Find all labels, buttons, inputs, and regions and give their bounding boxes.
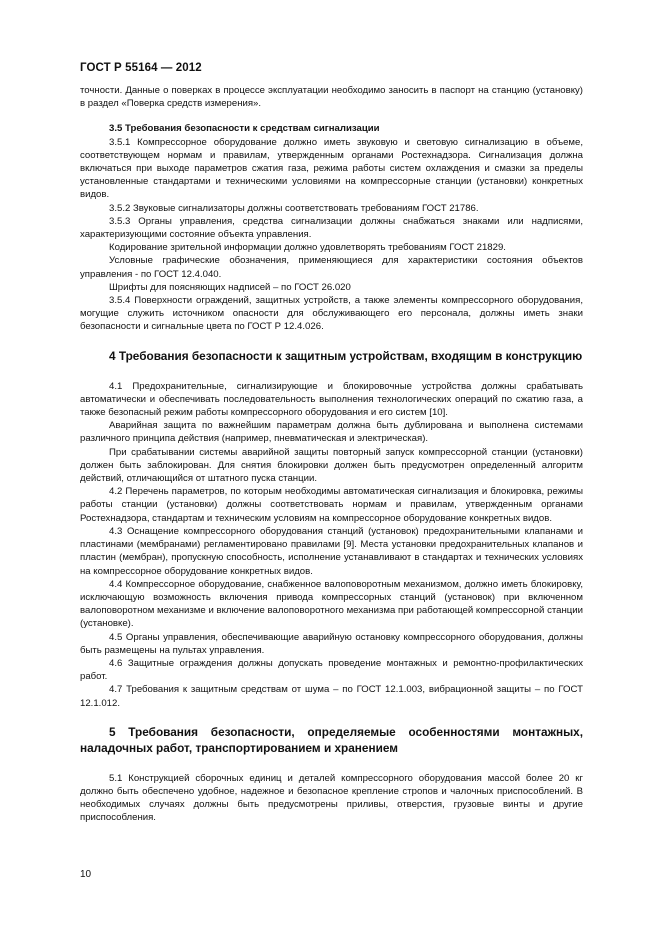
section-heading-4: 4 Требования безопасности к защитным устройствам, входящим в конструкцию — [109, 348, 583, 363]
paragraph-5-1: 5.1 Конструкцией сборочных единиц и деталей компрессорного оборудования массой более 20 кг должно быть обеспечено удобное, надежное и безопасное крепление стропов и чалочных приспособлений. В необходимых случаях должны быть предусмотрены приливы, отверстия, грузовые винты и другие приспособления. — [80, 772, 583, 824]
paragraph-3-5-3-coding: Кодирование зрительной информации должно удовлетворять требованиям ГОСТ 21829. — [109, 242, 506, 254]
paragraph-4-6: 4.6 Защитные ограждения должны допускать проведение монтажных и ремонтно-профилактических работ. — [80, 657, 583, 683]
paragraph-3-5-1: 3.5.1 Компрессорное оборудование должно иметь звуковую и световую сигнализацию в объеме, соответствующем нормам и правилам, утвержденным органами Ростехнадзора. Сигнализация должна включаться при выходе параметров сжатия газа, режима работы систем охлаждения и смазки за пределы установленные стандартами и техническими условиями на компрессорные станции (установки) конкретных видов. — [80, 136, 583, 201]
paragraph-4-5: 4.5 Органы управления, обеспечивающие аварийную остановку компрессорного оборудования, должны быть размещены на пультах управления. — [80, 631, 583, 656]
paragraph-intro: точности. Данные о поверках в процессе эксплуатации необходимо заносить в паспорт на станцию (установку) в раздел «Поверка средств измерения». — [80, 85, 583, 110]
paragraph-4-1: 4.1 Предохранительные, сигнализирующие и блокировочные устройства должны срабатывать автоматически и обеспечивать последовательность выполнения технологических операций по сжатию газа, а также безопасный режим работы компрессорного оборудования и его систем [10]. — [80, 380, 583, 419]
paragraph-4-2: 4.2 Перечень параметров, по которым необходимы автоматическая сигнализация и блокировка, режимы работы станции (установки) должны соответствовать нормам и правилам, утвержденным органами Ростехнадзора, стандартам и техническим условиям на компрессорное оборудование конкретных видов. — [80, 486, 583, 524]
subsection-heading-3-5: 3.5 Требования безопасности к средствам сигнализации — [109, 123, 380, 135]
page-number: 10 — [80, 869, 92, 880]
paragraph-3-5-2: 3.5.2 Звуковые сигнализаторы должны соответствовать требованиям ГОСТ 21786. — [109, 202, 479, 214]
paragraph-4-4: 4.4 Компрессорное оборудование, снабженное валоповоротным механизмом, должно иметь блокировку, исключающую возможность включения привода компрессорных станций (установок) при включенном валоповоротном механизме и включение валоповоротного механизма при работающей компрессорной станции (установке). — [80, 578, 583, 630]
document-header: ГОСТ Р 55164 — 2012 — [80, 62, 202, 74]
paragraph-4-1-emergency: Аварийная защита по важнейшим параметрам должна быть дублирована и выполнена системами различного принципа действия (например, пневматическая и электрическая). — [80, 420, 583, 445]
paragraph-4-1-restart: При срабатывании системы аварийной защиты повторный запуск компрессорной станции (установки) должен быть заблокирован. Для снятия блокировки должен быть предусмотрен определенный алгоритм действий, отличающийся от штатного пуска станции. — [80, 446, 583, 485]
section-heading-5: 5 Требования безопасности, определяемые особенностями монтажных, наладочных работ, транспортированием и хранением — [80, 724, 583, 755]
paragraph-4-3: 4.3 Оснащение компрессорного оборудования станций (установок) предохранительными клапанами и пластинами (мембранами) регламентировано правилами [9]. Места установки предохранительных клапанов и пластин (мембран), пропускную способность, исполнение устанавливают в стандартах и технических условиях на компрессорное оборудование конкретных видов. — [80, 525, 583, 577]
paragraph-3-5-3-fonts: Шрифты для поясняющих надписей – по ГОСТ 26.020 — [109, 281, 351, 293]
paragraph-3-5-4: 3.5.4 Поверхности ограждений, защитных устройств, а также элементы компрессорного оборудования, могущие служить источником опасности для обслуживающего его персонала, должны иметь знаки безопасности и сигнальные цвета по ГОСТ Р 12.4.026. — [80, 295, 583, 333]
paragraph-3-5-3-symbols: Условные графические обозначения, применяющиеся для характеристики состояния объектов управления - по ГОСТ 12.4.040. — [80, 255, 583, 280]
paragraph-3-5-3: 3.5.3 Органы управления, средства сигнализации должны снабжаться знаками или надписями, характеризующими состояние объекта управления. — [80, 215, 583, 241]
paragraph-4-7: 4.7 Требования к защитным средствам от шума – по ГОСТ 12.1.003, вибрационной защиты – по ГОСТ 12.1.012. — [80, 684, 583, 709]
document-body — [80, 84, 583, 825]
